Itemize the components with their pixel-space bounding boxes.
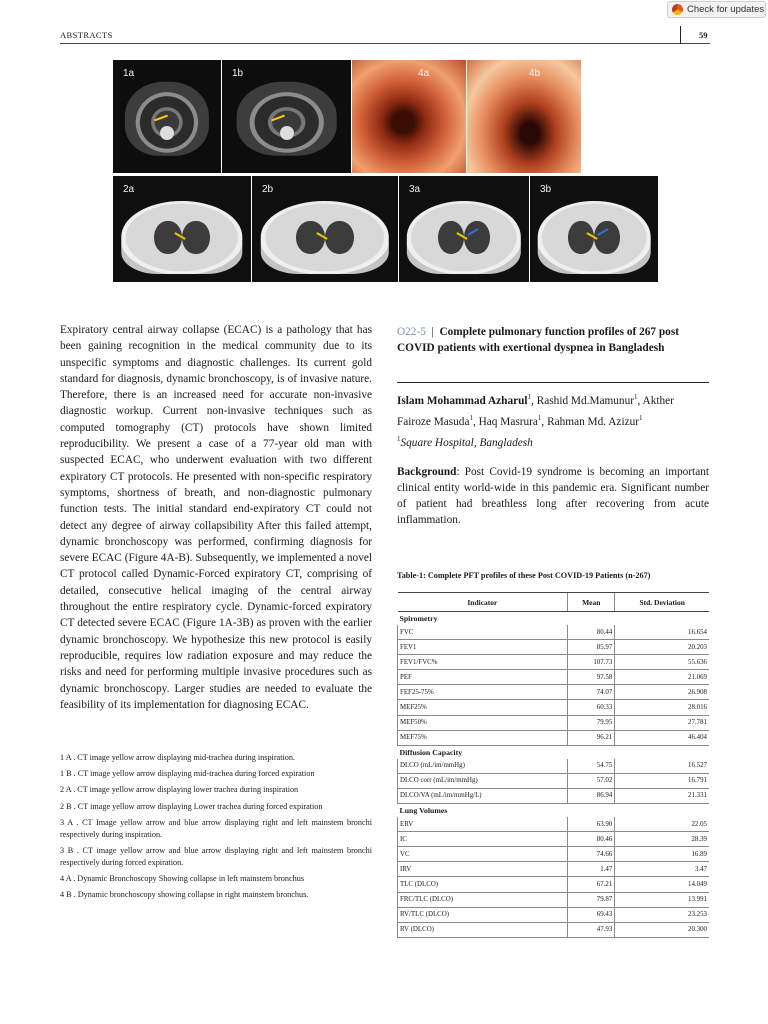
figure-panel-3a xyxy=(399,176,529,282)
mean-cell: 54.75 xyxy=(568,759,615,774)
table-row xyxy=(398,625,710,640)
table-row xyxy=(398,907,710,922)
mean-cell: 97.58 xyxy=(568,670,615,685)
mean-cell: 74.66 xyxy=(568,847,615,862)
mean-cell: 47.93 xyxy=(568,922,615,937)
caption-id: 3 B . xyxy=(60,845,79,855)
table-title: Table-1: Complete PFT profiles of these Post COVID-19 Patients (n-267) xyxy=(397,571,651,580)
caption-item xyxy=(60,845,372,869)
heading-separator: | xyxy=(431,326,434,338)
table-row xyxy=(398,847,710,862)
background-paragraph xyxy=(397,464,709,528)
std-dev-cell: 16.89 xyxy=(615,847,709,862)
std-dev-cell: 13.991 xyxy=(615,892,709,907)
crossmark-icon xyxy=(672,4,683,15)
figure-panel-3b xyxy=(530,176,658,282)
caption-text: CT Image yellow arrow and blue arrow displaying right and left mainstem bronchi respectively during inspiration. xyxy=(60,817,372,839)
section-label: Diffusion Capacity xyxy=(399,747,463,757)
abstract-heading xyxy=(397,324,709,356)
caption-text: CT image yellow arrow displaying mid-trachea during forced expiration xyxy=(77,769,315,779)
std-dev-cell: 16.654 xyxy=(615,625,709,640)
indicator-cell: TLC (DLCO) xyxy=(398,877,568,892)
std-dev-cell: 55.636 xyxy=(615,655,709,670)
panel-label: 1a xyxy=(123,68,135,79)
page-number-separator xyxy=(680,26,681,44)
mean-cell: 107.73 xyxy=(568,655,615,670)
panel-label: 3a xyxy=(409,184,421,195)
panel-label: 4a xyxy=(418,68,430,79)
std-dev-cell: 20.300 xyxy=(615,922,709,937)
caption-text: CT image yellow arrow and blue arrow displaying right and left mainstem bronchi respectively during forced expiration. xyxy=(60,845,372,867)
table-section-row xyxy=(398,612,710,626)
caption-item xyxy=(60,768,372,780)
figure-panel-1a xyxy=(113,60,221,173)
caption-item xyxy=(60,873,372,885)
std-dev-cell: 23.253 xyxy=(615,907,709,922)
indicator-cell: DLCO corr (mL/im/mmHg) xyxy=(398,773,568,788)
panel-label: 3b xyxy=(540,184,552,195)
caption-id: 2 B . xyxy=(60,801,76,811)
figure-panel-1b xyxy=(222,60,351,173)
caption-item xyxy=(60,801,372,813)
mean-cell: 96.21 xyxy=(568,730,615,745)
header-rule xyxy=(60,43,710,44)
affiliation: Square Hospital, Bangladesh xyxy=(400,436,533,449)
abstract-title: Complete pulmonary function profiles of 267 post COVID patients with exertional dyspnea in Bangladesh xyxy=(397,326,679,354)
figure-panel-2a xyxy=(113,176,251,282)
check-for-updates-label: Check for updates xyxy=(687,4,765,15)
table-row xyxy=(398,862,710,877)
table-row xyxy=(398,685,710,700)
author-affiliation-mark: 1 xyxy=(527,393,532,401)
std-dev-cell: 14.049 xyxy=(615,877,709,892)
indicator-cell: MEF50% xyxy=(398,715,568,730)
running-header: ABSTRACTS xyxy=(60,30,113,40)
affiliation-mark: 1 xyxy=(397,434,401,443)
mean-cell: 69.43 xyxy=(568,907,615,922)
table-body xyxy=(398,612,710,938)
author-affiliation-mark: 1 xyxy=(469,413,473,422)
section-label: Spirometry xyxy=(399,614,438,623)
std-dev-cell: 21.331 xyxy=(615,788,709,803)
background-text: : Post Covid-19 syndrome is becoming an important clinical entity world-wide in this pandemic era. Significant number of patient had breathless long after recovering from acute inflammation. xyxy=(397,466,709,526)
page-number: 59 xyxy=(699,30,708,40)
caption-item xyxy=(60,752,372,764)
caption-id: 4 A . xyxy=(60,874,76,884)
panel-label: 1b xyxy=(232,68,244,79)
mean-cell: 80.44 xyxy=(568,625,615,640)
mean-cell: 63.90 xyxy=(568,817,615,832)
mean-cell: 60.33 xyxy=(568,700,615,715)
column-header: Mean xyxy=(568,593,615,612)
indicator-cell: FEV1 xyxy=(398,640,568,655)
author-name: Haq Masrura xyxy=(478,415,538,428)
std-dev-cell: 27.781 xyxy=(615,715,709,730)
table-row xyxy=(398,670,710,685)
indicator-cell: MEF25% xyxy=(398,700,568,715)
table-row xyxy=(398,892,710,907)
table-row xyxy=(398,759,710,774)
author-name: Akther Fairoze Masuda xyxy=(397,394,674,428)
author-list: Islam Mohammad Azharul$^1$, Rashid Md.Mamunur$^1$, Akther Fairoze Masuda$^1$, Haq Masrura$^1$, Rahman Md. Azizur$^1$ $^1$Square Hospital, Bangladesh xyxy=(397,393,674,449)
panel-label: 2b xyxy=(262,184,274,195)
mean-cell: 79.87 xyxy=(568,892,615,907)
author-affiliation-mark: 1 xyxy=(634,393,638,401)
caption-text: CT image yellow arrow displaying mid-trachea during inspiration. xyxy=(77,753,295,762)
abstract-code: O22-5 xyxy=(397,326,426,338)
indicator-cell: FEF25-75% xyxy=(398,685,568,700)
table-row xyxy=(398,877,710,892)
section-label: Lung Volumes xyxy=(399,806,448,816)
table-row xyxy=(398,655,710,670)
std-dev-cell: 21.069 xyxy=(615,670,709,685)
mean-cell: 79.95 xyxy=(568,715,615,730)
std-dev-cell: 26.908 xyxy=(615,685,709,700)
table-row xyxy=(398,730,710,745)
indicator-cell: RV/TLC (DLCO) xyxy=(398,907,568,922)
std-dev-cell: 22.05 xyxy=(615,817,709,832)
caption-text: Dynamic Bronchoscopy Showing collapse in left mainstem bronchus xyxy=(77,874,305,884)
indicator-cell: IRV xyxy=(398,862,568,877)
caption-text: CT image yellow arrow displaying lower trachea during inspiration xyxy=(77,785,299,795)
indicator-cell: ERV xyxy=(398,817,568,832)
table-row xyxy=(398,700,710,715)
mean-cell: 80.46 xyxy=(568,832,615,847)
caption-item xyxy=(60,784,372,796)
table-header-row xyxy=(398,593,710,612)
std-dev-cell: 3.47 xyxy=(615,862,709,877)
column-header: Indicator xyxy=(398,593,568,612)
indicator-cell: RV (DLCO) xyxy=(398,922,568,937)
panel-label: 2a xyxy=(123,184,135,195)
caption-text: CT image yellow arrow displaying Lower trachea during forced expiration xyxy=(77,801,323,811)
caption-id: 4 B . xyxy=(60,890,76,900)
table-section-row xyxy=(398,745,710,759)
caption-id: 1 B . xyxy=(60,769,76,779)
std-dev-cell: 16.791 xyxy=(615,773,709,788)
caption-text: Dynamic bronchoscopy showing collapse in right mainstem bronchus. xyxy=(77,890,309,900)
column-header: Std. Deviation xyxy=(615,593,709,612)
indicator-cell: FVC xyxy=(398,625,568,640)
table-row xyxy=(398,817,710,832)
indicator-cell: PEF xyxy=(398,670,568,685)
indicator-cell: IC xyxy=(398,832,568,847)
indicator-cell: VC xyxy=(398,847,568,862)
author-affiliation-mark: 1 xyxy=(639,413,643,422)
figure-captions xyxy=(60,752,372,906)
table-row xyxy=(398,922,710,937)
mean-cell: 1.47 xyxy=(568,862,615,877)
table-row xyxy=(398,788,710,803)
mean-cell: 85.97 xyxy=(568,640,615,655)
case-report-body: Expiratory central airway collapse (ECAC) is a pathology that has been gaining recognition in the medical community due to its unspecific symptoms and diagnostic challenges. Its current gold standard for diagnosis, dynamic bronchoscopy, is of invasive nature. Therefore, there is an increased need for accurate non-invasive diagnostic workup. Current non-invasive techniques such as computed tomography (CT) protocols have shown limited reproducibility. We present a case of a 77-year old man with suspected ECAC, who underwent evaluation with two different expiratory CT protocols. He presented with non-specific respiratory symptoms, shortness of breath, and non-diagnostic pulmonary function tests. The initial standard end-expiratory CT could not detect any degree of airway collapsibility After this failed attempt, dynamic bronchoscopy was performed, confirming diagnosis for severe ECAC (Figure 4A-B). Subsequently, we implemented a novel CT protocol called Dynamic-Forced expiratory CT, comprising of detailed, consecutive helical imaging of the central airway throughout the entire respiratory cycle. Dynamic-forced expiratory CT detected severe ECAC (Figure 1A-3B) as proven with the earlier dynamic bronchoscopy. We hypothesize this new protocol is easily reproducible, requires low radiation exposure and may reduce the risks and need for performing multiple invasive procedures such as dynamic bronchoscopy. Larger studies are needed to evaluate the feasibility of its implementation for diagnosing ECAC. xyxy=(60,324,372,711)
caption-item xyxy=(60,889,372,901)
background-label: Background xyxy=(397,466,457,478)
title-rule xyxy=(397,382,709,383)
author-name: Rahman Md. Azizur xyxy=(547,415,640,428)
table-row xyxy=(398,773,710,788)
table-row xyxy=(398,640,710,655)
indicator-cell: MEF75% xyxy=(398,730,568,745)
pft-table xyxy=(397,592,709,938)
author-name: Rashid Md.Mamunur xyxy=(536,394,634,407)
indicator-cell: DLCO/VA (mL/im/mmHg/L) xyxy=(398,788,568,803)
indicator-cell: FRC/TLC (DLCO) xyxy=(398,892,568,907)
indicator-cell: FEV1/FVC% xyxy=(398,655,568,670)
caption-item xyxy=(60,817,372,841)
figure-panel-4a xyxy=(352,60,466,173)
indicator-cell: DLCO (mL/im/mmHg) xyxy=(398,759,568,774)
table-row xyxy=(398,832,710,847)
caption-id: 1 A . xyxy=(60,753,76,762)
mean-cell: 67.21 xyxy=(568,877,615,892)
check-for-updates-button[interactable] xyxy=(667,1,766,18)
mean-cell: 57.02 xyxy=(568,773,615,788)
table-section-row xyxy=(398,804,710,818)
std-dev-cell: 46.404 xyxy=(615,730,709,745)
author-affiliation-mark: 1 xyxy=(537,413,542,422)
mean-cell: 86.94 xyxy=(568,788,615,803)
caption-id: 2 A . xyxy=(60,785,76,795)
figure-panel-4b xyxy=(467,60,581,173)
std-dev-cell: 28.39 xyxy=(615,832,709,847)
mean-cell: 74.07 xyxy=(568,685,615,700)
table-row xyxy=(398,715,710,730)
figure-panel-2b xyxy=(252,176,398,282)
panel-label: 4b xyxy=(529,68,541,79)
std-dev-cell: 28.016 xyxy=(615,700,709,715)
std-dev-cell: 20.203 xyxy=(615,640,709,655)
std-dev-cell: 16.527 xyxy=(615,759,709,774)
author-name: Islam Mohammad Azharul xyxy=(397,394,528,407)
caption-id: 3 A . xyxy=(60,817,79,827)
